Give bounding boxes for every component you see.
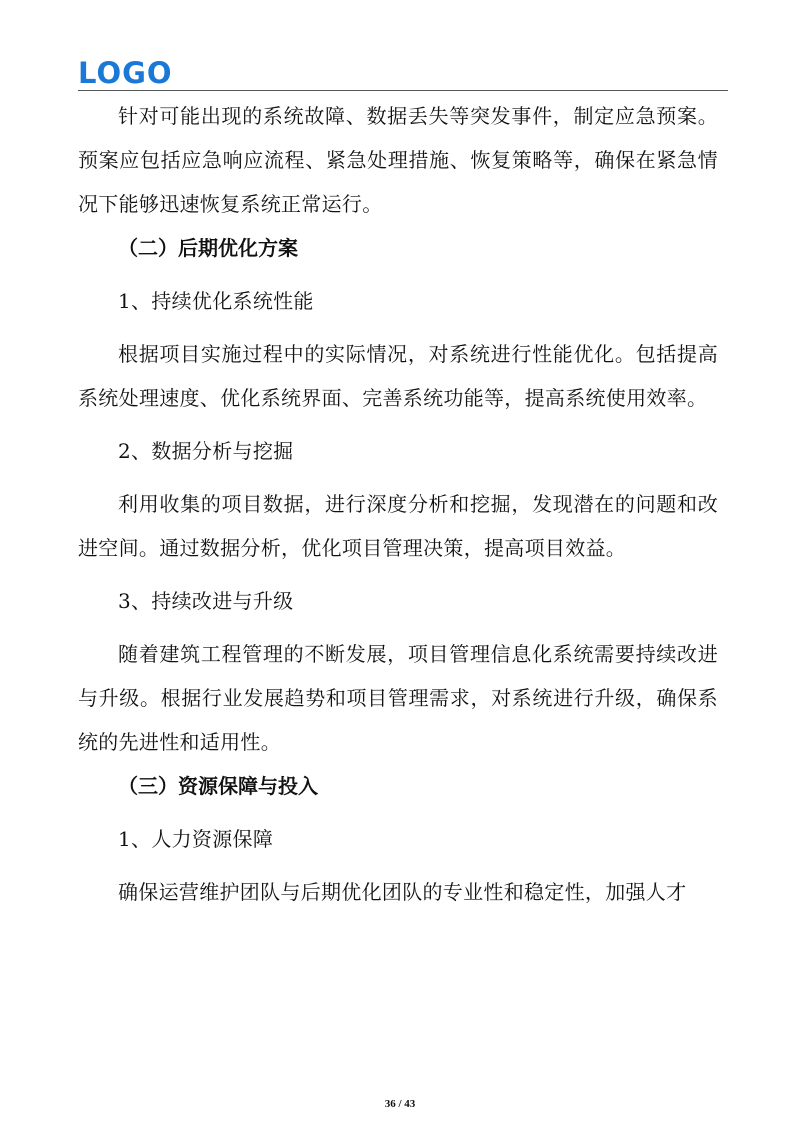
paragraph-data-analysis: 利用收集的项目数据，进行深度分析和挖掘，发现潜在的问题和改进空间。通过数据分析，优化项目管理决策，提高项目效益。	[78, 492, 718, 560]
svg-text:LOGO: LOGO	[78, 56, 173, 88]
subheading-improvement: 3、持续改进与升级	[118, 589, 294, 613]
page-header	[78, 56, 728, 92]
section-heading-resources: （三）资源保障与投入	[118, 774, 318, 798]
paragraph-performance: 根据项目实施过程中的实际情况，对系统进行性能优化。包括提高系统处理速度、优化系统界面、完善系统功能等，提高系统使用效率。	[78, 342, 718, 410]
subheading-performance: 1、持续优化系统性能	[118, 289, 314, 313]
section-heading-later-optimization: （二）后期优化方案	[118, 236, 298, 260]
subheading-human-resources: 1、人力资源保障	[118, 827, 274, 851]
document-body	[78, 94, 718, 914]
paragraph-human-resources: 确保运营维护团队与后期优化团队的专业性和稳定性，加强人才	[118, 880, 687, 904]
page-number: 36 / 43	[384, 1098, 416, 1110]
header-divider	[78, 90, 728, 91]
logo	[78, 56, 178, 88]
paragraph-emergency-plan: 针对可能出现的系统故障、数据丢失等突发事件，制定应急预案。预案应包括应急响应流程、紧急处理措施、恢复策略等，确保在紧急情况下能够迅速恢复系统正常运行。	[78, 104, 718, 216]
subheading-data-analysis: 2、数据分析与挖掘	[118, 439, 294, 463]
paragraph-improvement: 随着建筑工程管理的不断发展，项目管理信息化系统需要持续改进与升级。根据行业发展趋势和项目管理需求，对系统进行升级，确保系统的先进性和适用性。	[78, 642, 718, 754]
